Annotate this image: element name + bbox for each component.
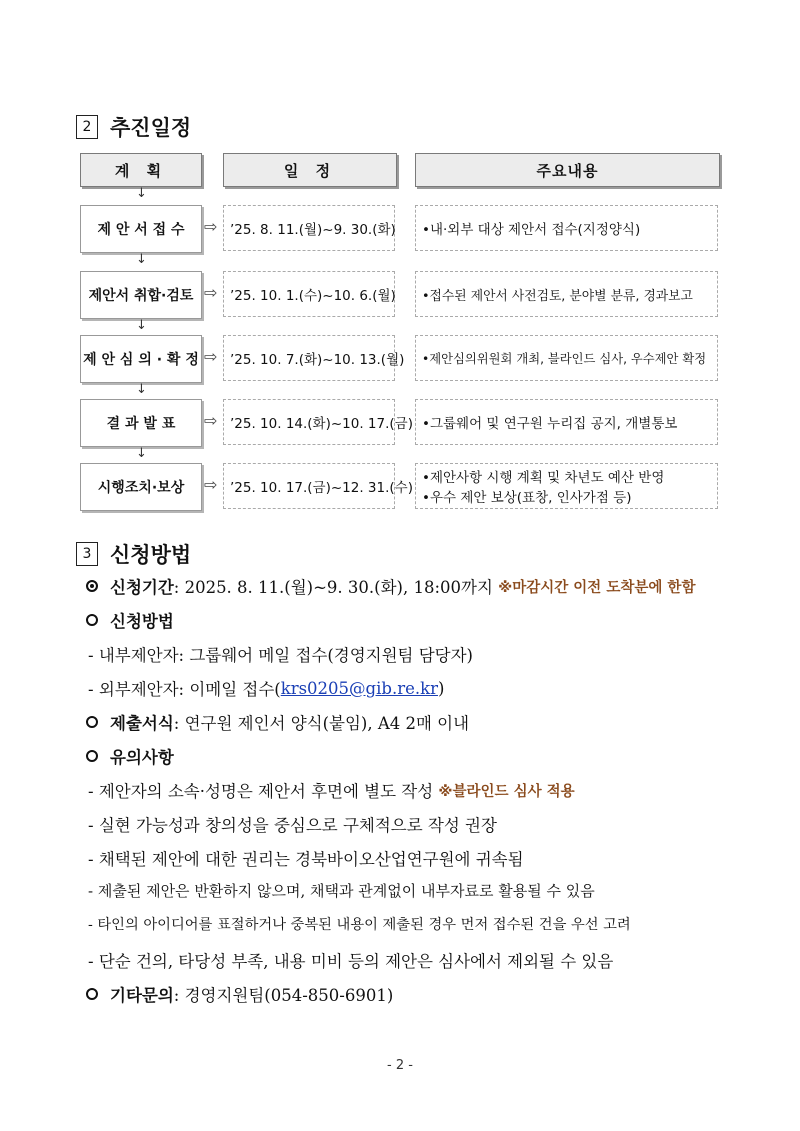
right-arrow-icon: ⇨	[204, 347, 218, 366]
down-arrow-icon: ↓	[136, 252, 147, 267]
down-arrow-icon: ↓	[136, 186, 147, 201]
circle-bullet-icon	[86, 716, 98, 728]
notes-item: - 제출된 제안은 반환하지 않으며, 채택과 관계없이 내부자료로 활용될 수 있음	[88, 882, 595, 900]
email-link[interactable]: krs0205@gib.re.kr	[280, 678, 438, 698]
notes-item-text: - 제안자의 소속·성명은 제안서 후면에 별도 작성	[88, 782, 439, 801]
format-line	[82, 710, 469, 734]
step-date: ’25. 10. 17.(금)~12. 31.(수)	[223, 463, 395, 509]
format-text: : 연구원 제인서 양식(붙임), A4 2매 이내	[173, 714, 470, 733]
section-2-title	[76, 112, 191, 142]
circle-bullet-icon	[86, 614, 98, 626]
period-label: 신청기간	[110, 578, 174, 597]
right-arrow-icon: ⇨	[204, 283, 218, 302]
step-box: 결 과 발 표	[80, 399, 202, 447]
notes-item: - 타인의 아이디어를 표절하거나 중복된 내용이 제출된 경우 먼저 접수된 건을 우선 고려	[88, 917, 631, 933]
right-arrow-icon: ⇨	[204, 411, 218, 430]
contact-text: : 경영지원팀(054-850-6901)	[173, 986, 394, 1005]
notes-item: - 단순 건의, 타당성 부족, 내용 미비 등의 제안은 심사에서 제외될 수 있음	[88, 952, 614, 971]
section-title-text: 추진일정	[110, 116, 192, 140]
step-date: ’25. 10. 1.(수)~10. 6.(월)	[223, 271, 395, 317]
method-external-suffix: )	[437, 678, 445, 698]
step-box: 제안서 취합·검토	[80, 271, 202, 319]
contact-label: 기타문의	[110, 986, 174, 1005]
period-line	[82, 574, 695, 598]
step-desc-line: •내·외부 대상 제안서 접수(지정양식)	[422, 222, 641, 238]
format-label: 제출서식	[110, 714, 174, 733]
step-desc-line: •제안사항 시행 계획 및 차년도 예산 반영	[422, 470, 665, 486]
step-desc-line: •우수 제안 보상(표창, 인사가점 등)	[422, 490, 632, 506]
method-external-prefix: - 외부제안자: 이메일 접수(	[88, 680, 281, 699]
step-desc	[415, 335, 718, 381]
section-3-title	[76, 539, 191, 569]
period-note: ※마감시간 이전 도착분에 한함	[498, 579, 696, 596]
notes-item: - 실현 가능성과 창의성을 중심으로 구체적으로 작성 권장	[88, 816, 497, 835]
step-desc	[415, 463, 718, 509]
step-box: 제 안 서 접 수	[80, 205, 202, 253]
step-date: ’25. 10. 7.(화)~10. 13.(월)	[223, 335, 395, 381]
method-label: 신청방법	[110, 612, 174, 631]
notes-label: 유의사항	[110, 748, 174, 767]
step-desc	[415, 399, 718, 445]
step-date: ’25. 8. 11.(월)~9. 30.(화)	[223, 205, 395, 251]
method-internal: - 내부제안자: 그룹웨어 메일 접수(경영지원팀 담당자)	[88, 646, 473, 665]
right-arrow-icon: ⇨	[204, 217, 218, 236]
notes-line	[82, 744, 174, 768]
down-arrow-icon: ↓	[136, 318, 147, 333]
header-content: 주요내용	[415, 153, 720, 187]
step-desc	[415, 205, 718, 251]
notes-item-note: ※블라인드 심사 적용	[438, 783, 575, 800]
down-arrow-icon: ↓	[136, 382, 147, 397]
step-desc-line: •그룹웨어 및 연구원 누리집 공지, 개별통보	[422, 416, 678, 432]
method-line	[82, 608, 174, 632]
step-box: 시행조치·보상	[80, 463, 202, 511]
section-number-box: 3	[76, 542, 98, 566]
page-number: - 2 -	[387, 1058, 413, 1073]
notes-item: - 채택된 제안에 대한 권리는 경북바이오산업연구원에 귀속됨	[88, 850, 524, 869]
step-box: 제 안 심 의 · 확 정	[80, 335, 202, 383]
section-title-text: 신청방법	[110, 543, 192, 567]
step-desc	[415, 271, 718, 317]
contact-line	[82, 982, 393, 1006]
step-date: ’25. 10. 14.(화)~10. 17.(금)	[223, 399, 395, 445]
filled-circle-bullet-icon	[86, 580, 98, 592]
right-arrow-icon: ⇨	[204, 475, 218, 494]
step-desc-line: •제안심의위원회 개최, 블라인드 심사, 우수제안 확정	[422, 352, 707, 366]
section-number-box: 2	[76, 115, 98, 139]
notes-item	[88, 778, 575, 802]
period-text: : 2025. 8. 11.(월)~9. 30.(화), 18:00까지	[173, 578, 499, 597]
method-external	[88, 676, 444, 700]
circle-bullet-icon	[86, 750, 98, 762]
circle-bullet-icon	[86, 988, 98, 1000]
step-desc-line: •접수된 제안서 사전검토, 분야별 분류, 경과보고	[422, 288, 693, 304]
down-arrow-icon: ↓	[136, 446, 147, 461]
header-schedule: 일 정	[223, 153, 397, 187]
header-plan: 계 획	[80, 153, 202, 187]
